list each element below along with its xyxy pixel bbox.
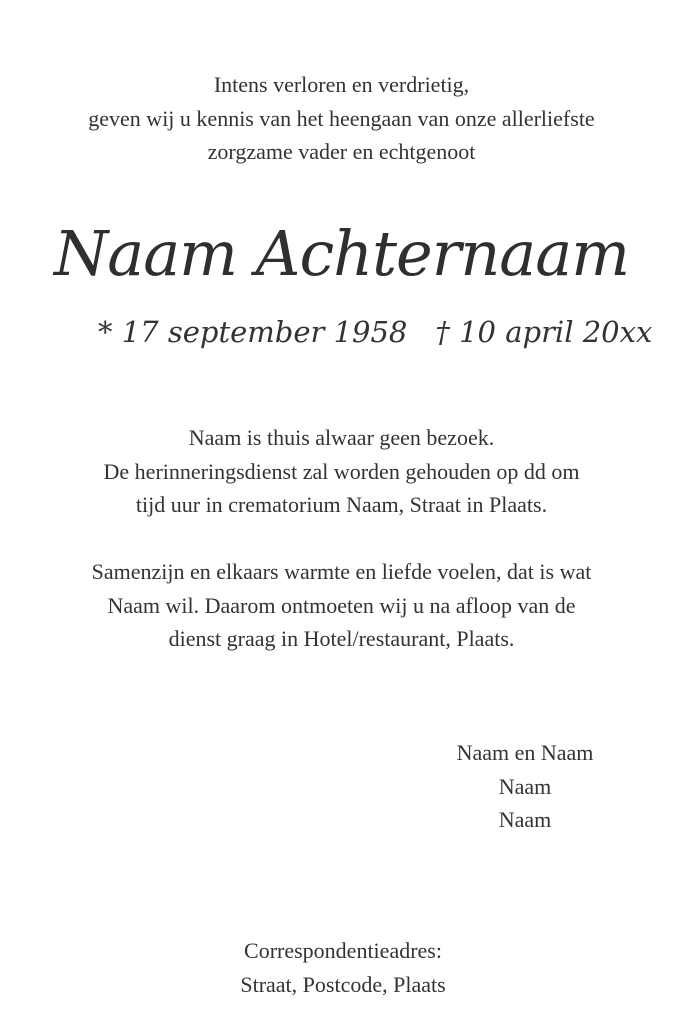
paragraph-line: De herinneringsdienst zal worden gehouden op dd om — [103, 458, 580, 484]
paragraph-line: dienst graag in Hotel/restaurant, Plaats. — [168, 626, 515, 651]
correspondence-address — [0, 934, 683, 1001]
signer-line: Naam — [498, 807, 552, 832]
intro-line: geven wij u kennis van het heengaan van onze allerliefste — [88, 105, 595, 131]
death-date: † 10 april 20xx — [435, 315, 653, 349]
correspondence-label: Correspondentieadres: — [244, 938, 442, 963]
paragraph-line: tijd uur in crematorium Naam, Straat in Plaats. — [135, 492, 548, 517]
intro-line: zorgzame vader en echtgenoot — [207, 139, 476, 164]
birth-date: * 17 september 1958 — [98, 315, 408, 349]
paragraph-line: Naam wil. Daarom ontmoeten wij u na afloop van de — [107, 592, 576, 618]
signers — [430, 736, 620, 837]
intro-line: Intens verloren en verdrietig, — [213, 72, 470, 97]
intro-text — [0, 68, 683, 169]
paragraph-line: Naam is thuis alwaar geen bezoek. — [188, 425, 495, 450]
life-dates — [98, 310, 652, 354]
correspondence-address-line: Straat, Postcode, Plaats — [240, 971, 446, 997]
paragraph-line: Samenzijn en elkaars warmte en liefde voelen, dat is wat — [91, 559, 592, 584]
deceased-name: Naam Achternaam — [54, 217, 629, 290]
gathering-paragraph — [0, 555, 683, 656]
service-paragraph — [0, 421, 683, 522]
signer-line: Naam en Naam — [456, 740, 594, 765]
signer-line: Naam — [498, 773, 552, 799]
